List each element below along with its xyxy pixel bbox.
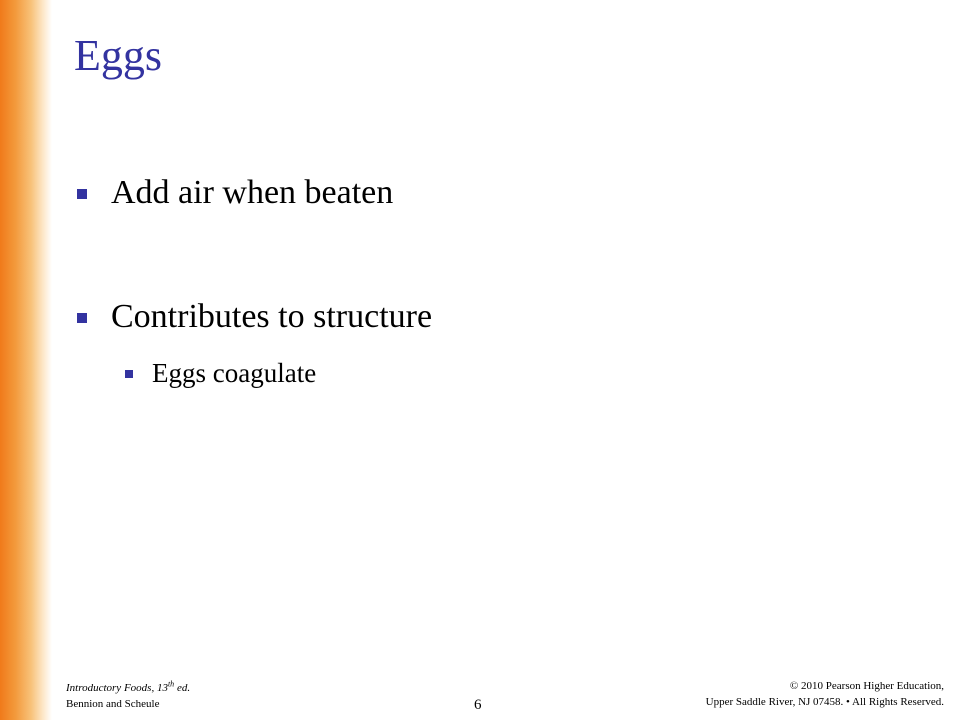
footer-copyright [706,678,944,710]
square-bullet-icon [77,189,87,199]
slide-title: Eggs [74,31,162,80]
book-authors: Bennion and Scheule [66,698,160,710]
sub-bullet-item-coagulate [152,357,316,389]
footer-book-credit [66,680,190,712]
bullet-text: Add air when beaten [111,174,394,211]
bullet-text: Eggs coagulate [152,358,317,388]
square-bullet-icon [77,313,87,323]
bullet-item-structure [111,297,432,337]
square-bullet-icon [125,370,133,378]
copyright-line-2: Upper Saddle River, NJ 07458. • All Rights Reserved. [705,696,944,708]
bullet-item-add-air [111,173,393,213]
page-number: 6 [474,697,482,713]
decorative-side-band [0,0,52,720]
book-title: Introductory Foods, 13th ed. [66,679,191,694]
bullet-text: Contributes to structure [111,298,433,335]
copyright-line-1: © 2010 Pearson Higher Education, [789,680,944,692]
